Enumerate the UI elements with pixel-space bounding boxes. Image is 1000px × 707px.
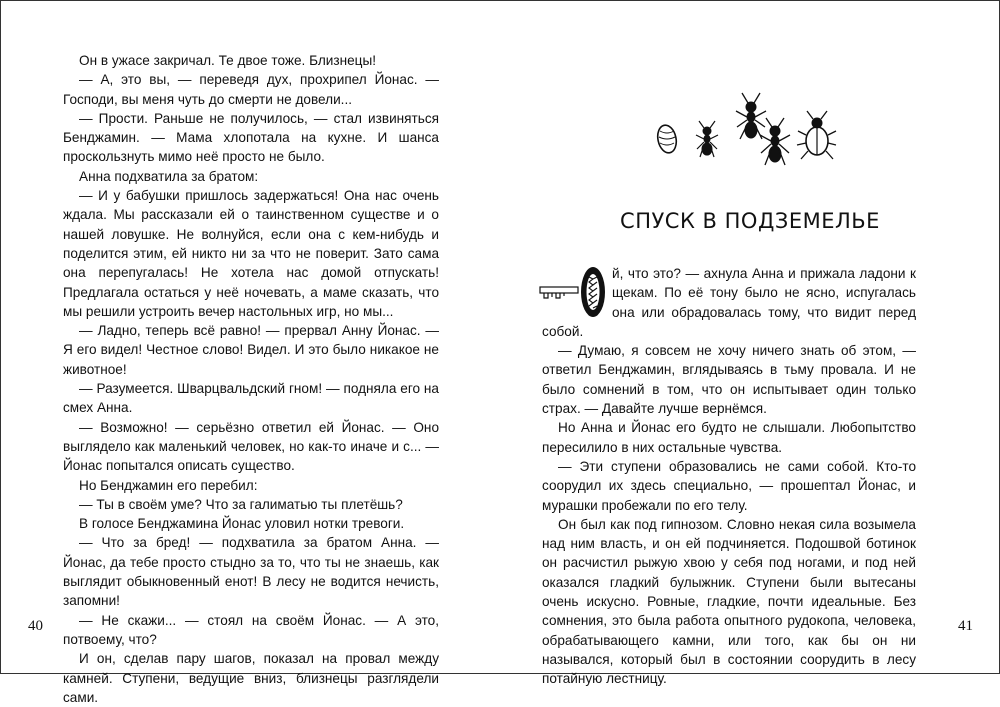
first-paragraph [542, 264, 916, 341]
left-page-text [63, 51, 439, 707]
beetle-icon [797, 111, 836, 159]
insect-illustration [647, 91, 837, 171]
paragraph: И он, сделав пару шагов, показал на провал между камней. Ступени, ведущие вниз, близнецы разглядели сами. [63, 651, 439, 705]
paragraph: — Что за бред! — подхватила за братом Анна. — Йонас, да тебе просто стыдно за то, что ты не знаешь, как выглядит обыкновенный енот! В лесу не водится нечисть, запомни! [63, 535, 439, 609]
chapter-title: СПУСК В ПОДЗЕМЕЛЬЕ [620, 209, 880, 233]
paragraph: Но Бенджамин его перебил: [79, 477, 258, 493]
dropcap-letter [586, 265, 606, 321]
ant-icon [760, 118, 790, 165]
paragraph: Анна подхватила за братом: [79, 168, 259, 184]
paragraph: В голосе Бенджамина Йонас уловил нотки тревоги. [79, 516, 405, 532]
paragraph: — Прости. Раньше не получилось, — стал извиняться Бенджамин. — Мама хлопотала на кухне. И шанса проскользнуть мимо неё просто не было. [63, 110, 439, 165]
paragraph: — Ладно, теперь всё равно! — прервал Анну Йонас. — Я его видел! Честное слово! Видел. И это было никакое не животное! [63, 323, 439, 377]
ant-icon [736, 93, 766, 139]
paragraph: — Ты в своём уме? Что за галиматью ты плетёшь? [79, 496, 403, 512]
paragraph: Он в ужасе закричал. Те двое тоже. Близнецы! [79, 53, 377, 68]
paragraph: Но Анна и Йонас его будто не слышали. Любопытство пересилило в них остальные чувства. [542, 420, 916, 455]
paragraph: Он был как под гипнозом. Словно некая сила возымела над ним власть, и он ей подчиняется. Подошвой ботинок он расчистил рыжую хвою у себя под ногами, и под ней оказался гладкий булыжник. Ступени были вытесаны очень искусно. Ровные, гладкие, почти идеальные. Без сомнения, это была работа опытного рудокопа, человека, обрабатывающего камни, или того, как бы он ни назывался, который был в состоянии соорудить в лесу потайную лестницу. [542, 516, 916, 687]
dropcap [538, 265, 606, 321]
paragraph: — Думаю, я совсем не хочу ничего знать об этом, — ответил Бенджамин, вглядываясь в тьму провала. И не было сомнений в том, что он испытывает один только страх. — Давайте лучше вернёмся. [542, 343, 916, 417]
paragraph: — Эти ступени образовались не сами собой. Кто-то соорудил их здесь специально, — прошептал Йонас, и мурашки пробежали по его телу. [542, 458, 916, 513]
left-page [1, 1, 500, 705]
paragraph: — А, это вы, — переведя дух, прохрипел Йонас. — Господи, вы меня чуть до смерти не довели... [63, 72, 439, 107]
paragraph: — Не скажи... — стоял на своём Йонас. — А это, потвоему, что? [63, 612, 439, 647]
paragraph: — И у бабушки пришлось задержаться! Она нас очень ждала. Мы рассказали ей о таинственном существе и о нашей ловушке. Не волнуйся, если она с кем-нибудь и поделится этим, ей никто ни за что не поверит. Зато сама она перепугалась! Не хотела нас домой отпускать! Предлагала остаться у неё ночевать, а маме сказать, что мы решили устроить вечер настольных игр, но мы... [63, 188, 439, 319]
cocoon-icon [655, 123, 678, 154]
right-page-text [542, 264, 916, 689]
ant-icon [696, 121, 718, 157]
first-paragraph-text: й, что это? — ахнула Анна и прижала ладони к щекам. По её тону было не ясно, испугалась она или обрадовалась тому, что видит перед собой. [542, 266, 916, 339]
page-number-left: 40 [28, 618, 43, 634]
paragraph: — Возможно! — серьёзно ответил ей Йонас. — Оно выглядело как маленький человек, но как-то иначе и с... — Йонас попытался описать существо. [63, 419, 439, 474]
page-number-right: 41 [958, 618, 973, 634]
right-page [501, 1, 999, 687]
paragraph: — Разумеется. Шварцвальдский гном! — подняла его на смех Анна. [63, 381, 439, 416]
